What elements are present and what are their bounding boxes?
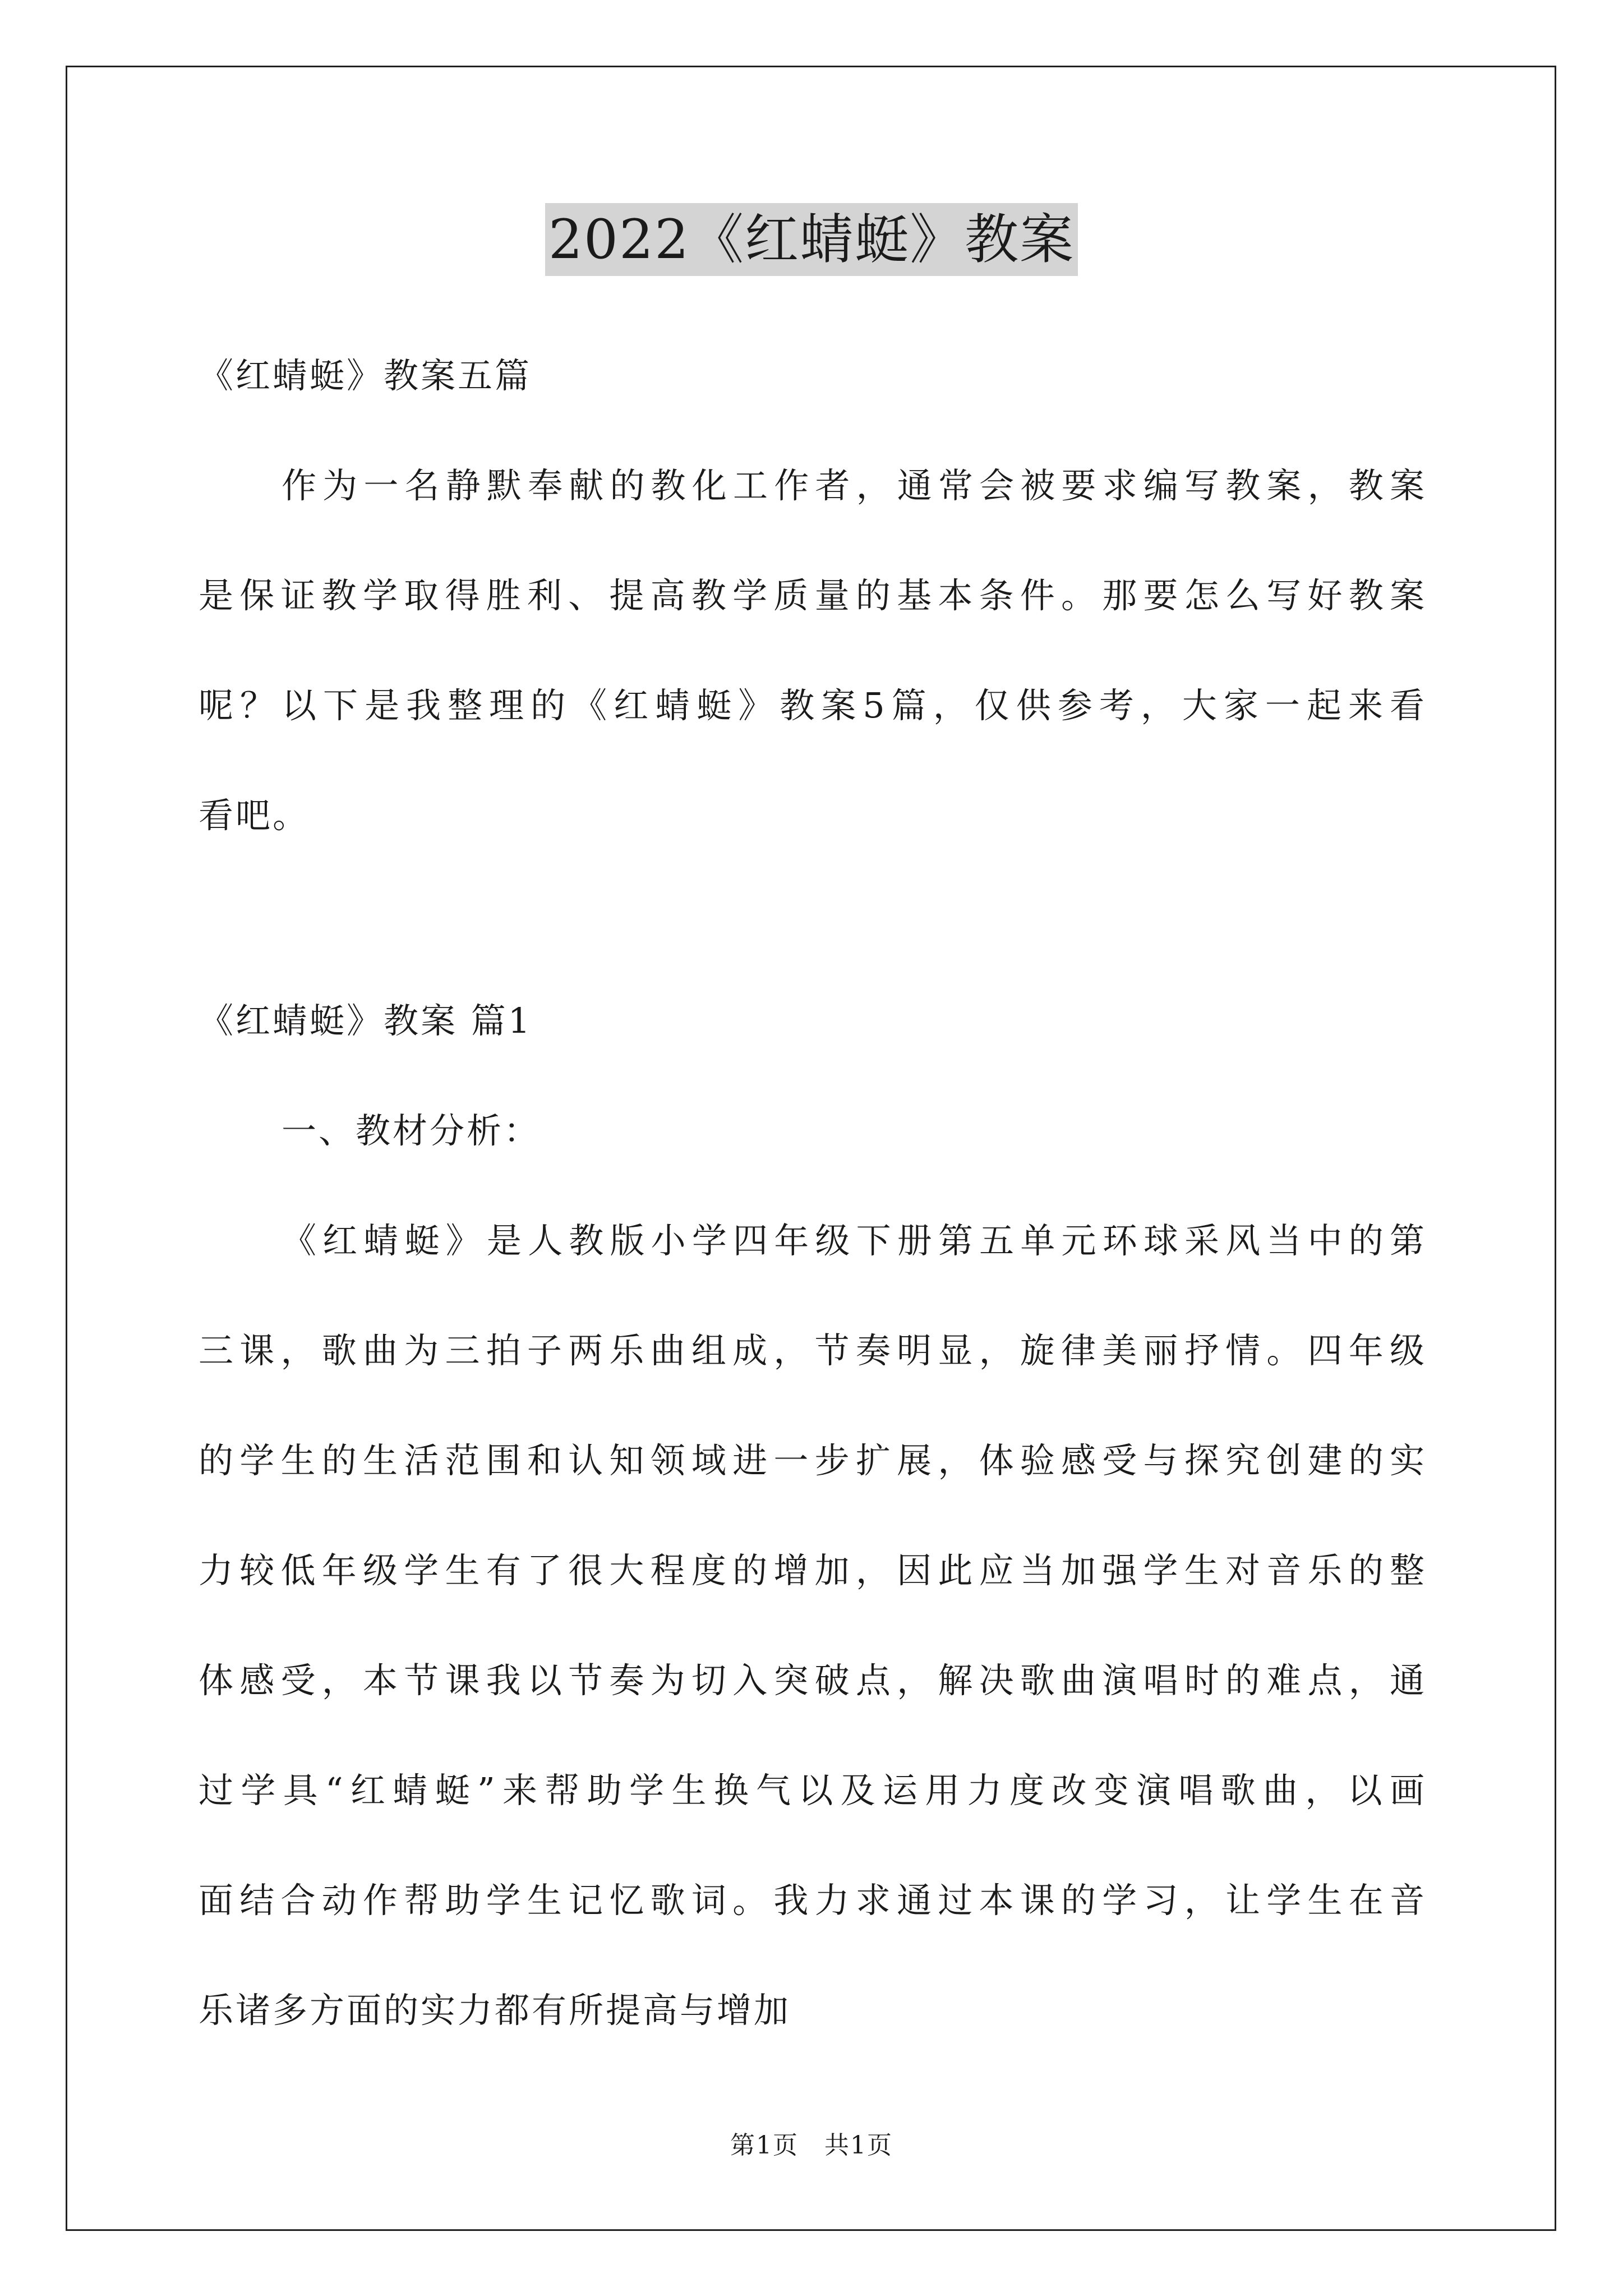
body-line-5: 体感受，本节课我以节奏为切入突破点，解决歌曲演唱时的难点，通 [199,1660,1424,1701]
body-line-2: 三课，歌曲为三拍子两乐曲组成，节奏明显，旋律美丽抒情。四年级 [199,1330,1424,1371]
intro-line-3: 呢？以下是我整理的《红蜻蜓》教案5篇，仅供参考，大家一起来看 [199,685,1424,726]
body-line-6: 过学具“红蜻蜓”来帮助学生换气以及运用力度改变演唱歌曲，以画 [199,1770,1424,1811]
body-line-4: 力较低年级学生有了很大程度的增加，因此应当加强学生对音乐的整 [199,1550,1424,1591]
body-line-1: 《红蜻蜓》是人教版小学四年级下册第五单元环球采风当中的第 [282,1220,1424,1261]
page-footer: 第1页 共1页 [730,2131,893,2160]
subheading: 一、教材分析： [282,1110,541,1151]
section-heading: 《红蜻蜓》教案 篇1 [199,1000,533,1041]
document-subtitle: 《红蜻蜓》教案五篇 [199,355,532,396]
body-line-7: 面结合动作帮助学生记忆歌词。我力求通过本课的学习，让学生在音 [199,1880,1424,1921]
intro-line-4: 看吧。 [199,795,310,836]
intro-line-2: 是保证教学取得胜利、提高教学质量的基本条件。那要怎么写好教案 [199,575,1424,616]
document-title: 2022《红蜻蜓》教案 [545,203,1078,276]
body-line-3: 的学生的生活范围和认知领域进一步扩展，体验感受与探究创建的实 [199,1440,1424,1481]
body-line-8: 乐诸多方面的实力都有所提高与增加 [199,1990,791,2031]
title-container [0,203,1623,276]
intro-line-1: 作为一名静默奉献的教化工作者，通常会被要求编写教案，教案 [282,465,1424,506]
